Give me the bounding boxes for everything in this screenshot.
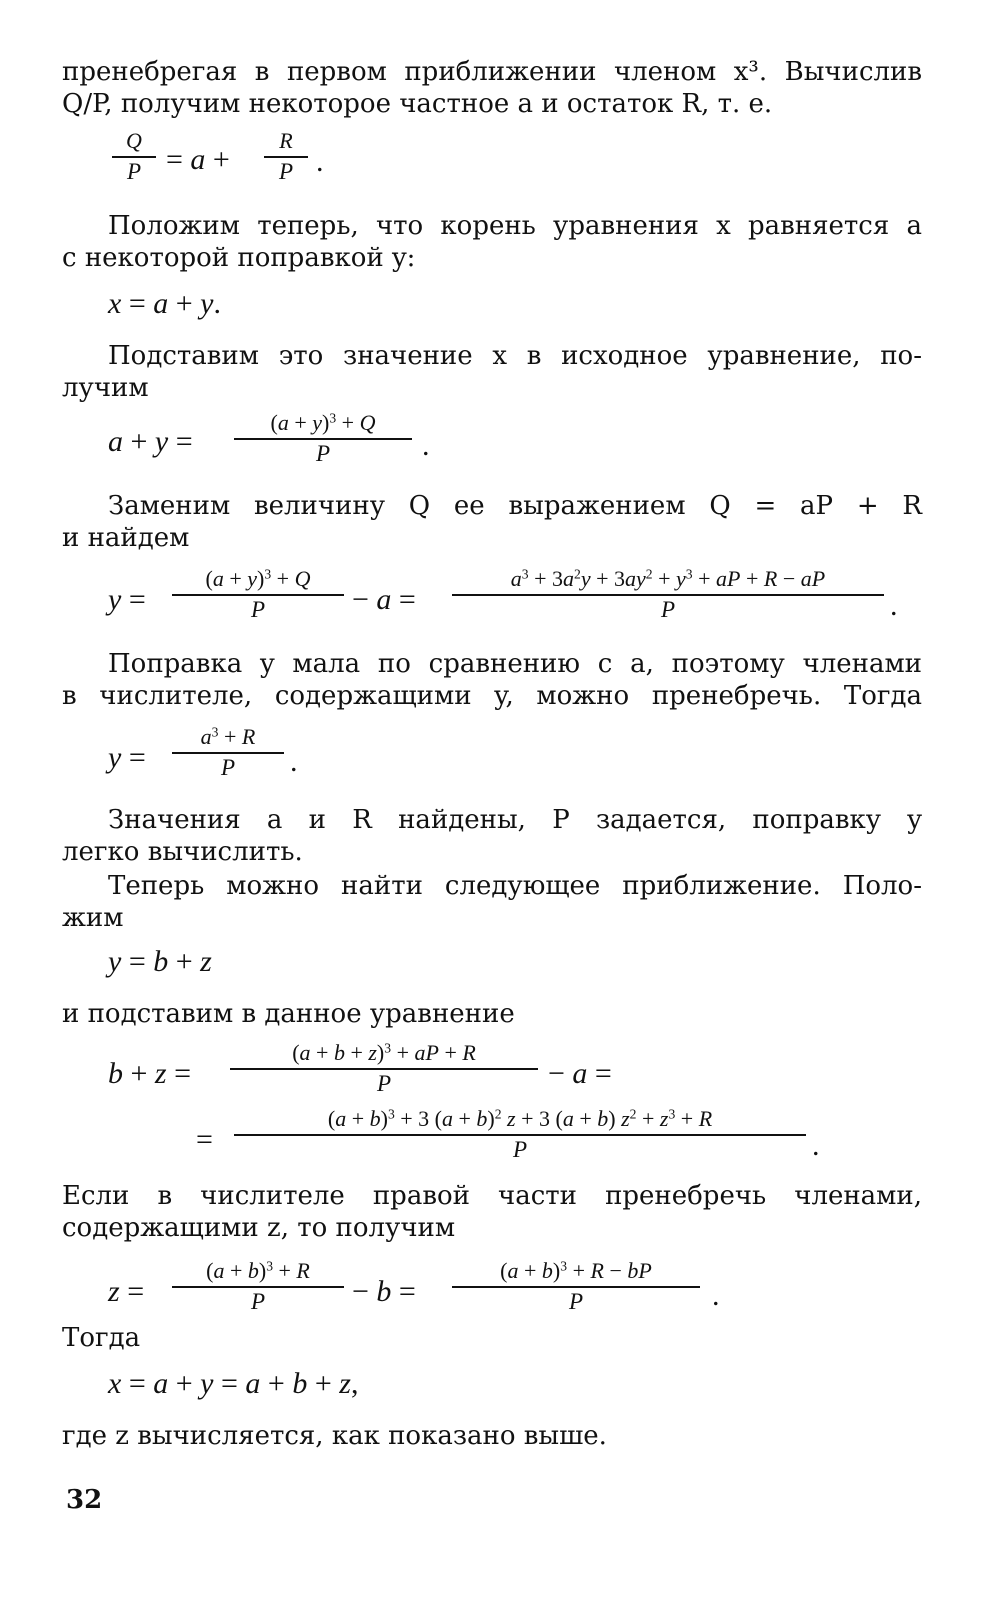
text-line: жим	[62, 903, 124, 933]
text-line: лучим	[62, 373, 149, 403]
text-line: Тогда	[62, 1323, 141, 1353]
text-line: легко вычислить.	[62, 837, 303, 867]
numerator: $(a + y)^3 + Q$	[270, 410, 376, 435]
formula-text: b + z =	[108, 1057, 192, 1090]
text-line: Положим теперь, что корень уравнения x равняется a	[108, 211, 922, 241]
text-line: Подставим это значение x в исходное уравнение, по-	[108, 341, 922, 371]
denominator: P	[660, 597, 676, 622]
formula-text: .	[712, 1279, 720, 1312]
formula-2: x = a + y.	[108, 287, 221, 320]
denominator: P	[568, 1289, 584, 1314]
denominator: P	[278, 159, 294, 184]
formula-text: .	[316, 145, 324, 178]
formula-text: =	[196, 1123, 213, 1156]
text-line: с некоторой поправкой y:	[62, 243, 416, 273]
fraction	[264, 128, 308, 185]
fraction	[452, 1258, 700, 1315]
formula-text: − a =	[352, 583, 416, 616]
text-line: где z вычисляется, как показано выше.	[62, 1421, 607, 1451]
formula-6: y = b + z	[108, 945, 212, 978]
fraction	[172, 566, 344, 623]
denominator: P	[250, 597, 266, 622]
numerator: $a^3 + 3a^2y + 3ay^2 + y^3$ + aP + R − aP	[510, 566, 826, 591]
formula-text: z =	[108, 1275, 145, 1308]
numerator: $(a + b)^3 + R$ − bP	[500, 1258, 652, 1283]
page-number: 32	[66, 1485, 103, 1515]
numerator: $a^3 + R$	[200, 724, 256, 749]
numerator: $(a + b)^3 + 3$ $(a + b)^2$ z + 3 (a + b) $z^2 + z^3 + R$	[327, 1106, 713, 1131]
text-line: Если в числителе правой части пренебречь членами,	[62, 1181, 922, 1211]
text-line: содержащими z, то получим	[62, 1213, 456, 1243]
numerator: $(a + b + z)^3$ + aP + R	[292, 1040, 476, 1065]
fraction	[452, 566, 884, 623]
fraction	[112, 128, 156, 185]
formula-text: y =	[108, 583, 146, 616]
numerator: Q	[126, 128, 142, 153]
formula-text: .	[290, 745, 298, 778]
denominator: P	[250, 1289, 266, 1314]
formula-text: = a +	[166, 143, 230, 176]
formula-text: − b =	[352, 1275, 416, 1308]
formula-text: a + y =	[108, 425, 193, 458]
text-line: Значения a и R найдены, P задается, поправку y	[108, 805, 922, 835]
text-line: Поправка y мала по сравнению с a, поэтому членами	[108, 649, 922, 679]
fraction	[230, 1040, 538, 1097]
text-line: Заменим величину Q ее выражением Q = aP + R	[108, 491, 922, 521]
text-line: и подставим в данное уравнение	[62, 999, 515, 1029]
fraction	[172, 1258, 344, 1315]
numerator: $(a + y)^3 + Q$	[205, 566, 311, 591]
formula-text: .	[812, 1129, 820, 1162]
text-line: Q/P, получим некоторое частное a и остаток R, т. е.	[62, 89, 773, 119]
formula-text: − a =	[548, 1057, 612, 1090]
formula-text: .	[890, 589, 898, 622]
denominator: P	[220, 755, 236, 780]
formula-text: .	[422, 429, 430, 462]
formula-text: y =	[108, 741, 146, 774]
text-line: Теперь можно найти следующее приближение. Поло-	[108, 871, 922, 901]
text-line: и найдем	[62, 523, 190, 553]
denominator: P	[376, 1071, 392, 1096]
fraction	[172, 724, 284, 781]
fraction	[234, 410, 412, 467]
numerator: $(a + b)^3 + R$	[206, 1258, 310, 1283]
text-line: пренебрегая в первом приближении членом x³. Вычислив	[62, 57, 922, 87]
numerator: R	[279, 128, 293, 153]
denominator: P	[126, 159, 142, 184]
fraction	[234, 1106, 806, 1163]
formula-9: x = a + y = a + b + z,	[108, 1367, 359, 1400]
text-line: в числителе, содержащими y, можно пренебречь. Тогда	[62, 681, 922, 711]
denominator: P	[315, 441, 331, 466]
denominator: P	[512, 1137, 528, 1162]
